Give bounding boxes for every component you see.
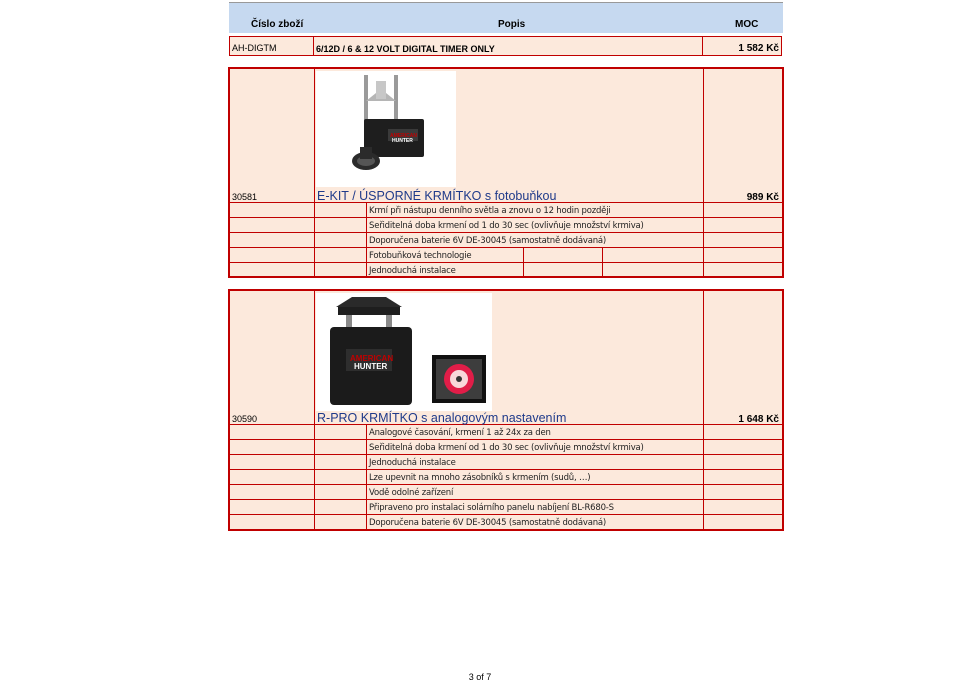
row-divider	[230, 514, 782, 515]
cell-divider	[314, 69, 315, 276]
product-price: 989 Kč	[746, 192, 779, 203]
svg-text:AMERICAN: AMERICAN	[350, 354, 394, 363]
table-header	[229, 2, 783, 33]
cell-divider	[366, 202, 367, 276]
cell-divider	[313, 37, 314, 55]
header-description: Popis	[498, 19, 526, 30]
product-image-feeder-rpro	[316, 293, 492, 411]
product-image-feeder-ekit	[316, 71, 456, 187]
product-block-30590	[228, 289, 784, 531]
product-price: 1 648 Kč	[738, 414, 779, 425]
product-name: E-KIT / ÚSPORNÉ KRMÍTKO s fotobuňkou	[317, 189, 557, 203]
svg-text:AMERICAN: AMERICAN	[390, 133, 417, 139]
feature-item: Seřiditelná doba krmení od 1 do 30 sec (ovlivňuje množství krmiva)	[369, 221, 644, 231]
cell-divider	[702, 37, 703, 55]
header-price: MOC	[735, 19, 759, 30]
feature-item: Seřiditelná doba krmení od 1 do 30 sec (ovlivňuje množství krmiva)	[369, 443, 644, 453]
feature-item: Doporučena baterie 6V DE-30045 (samostatně dodávaná)	[369, 236, 607, 246]
feature-item: Lze upevnit na mnoho zásobníků s krmením (sudů, …)	[369, 473, 591, 483]
product-block-30581	[228, 67, 784, 278]
product-code: 30590	[232, 414, 258, 424]
product-code: AH-DIGTM	[232, 43, 277, 53]
row-divider	[230, 247, 782, 248]
row-divider	[230, 454, 782, 455]
cell-divider	[703, 291, 704, 529]
row-divider	[230, 439, 782, 440]
product-code: 30581	[232, 192, 258, 202]
row-divider	[230, 262, 782, 263]
row-divider	[230, 232, 782, 233]
product-price: 1 582 Kč	[738, 43, 779, 54]
feature-item: Analogové časování, krmení 1 až 24x za den	[369, 428, 551, 438]
feature-item: Fotobuňková technologie	[369, 251, 472, 261]
feature-item: Jednoduchá instalace	[369, 458, 456, 468]
table-row-timer	[229, 36, 782, 56]
product-name: 6/12D / 6 & 12 VOLT DIGITAL TIMER ONLY	[316, 44, 495, 54]
row-divider	[230, 469, 782, 470]
feature-item: Jednoduchá instalace	[369, 266, 456, 276]
cell-divider	[314, 291, 315, 529]
svg-text:HUNTER: HUNTER	[354, 362, 388, 371]
page-number: 3 of 7	[468, 672, 492, 682]
cell-divider	[703, 69, 704, 276]
product-name: R-PRO KRMÍTKO s analogovým nastavením	[317, 411, 567, 425]
feature-item: Doporučena baterie 6V DE-30045 (samostatně dodávaná)	[369, 518, 607, 528]
feature-item: Připraveno pro instalaci solárního panelu nabíjení BL-R680-S	[369, 503, 614, 513]
svg-text:HUNTER: HUNTER	[392, 138, 413, 144]
row-divider	[230, 499, 782, 500]
row-divider	[230, 217, 782, 218]
row-divider	[230, 484, 782, 485]
header-code: Číslo zboží	[251, 19, 304, 30]
feature-item: Vodě odolné zařízení	[369, 488, 454, 498]
feature-item: Krmí při nástupu denního světla a znovu o 12 hodin později	[369, 206, 611, 216]
